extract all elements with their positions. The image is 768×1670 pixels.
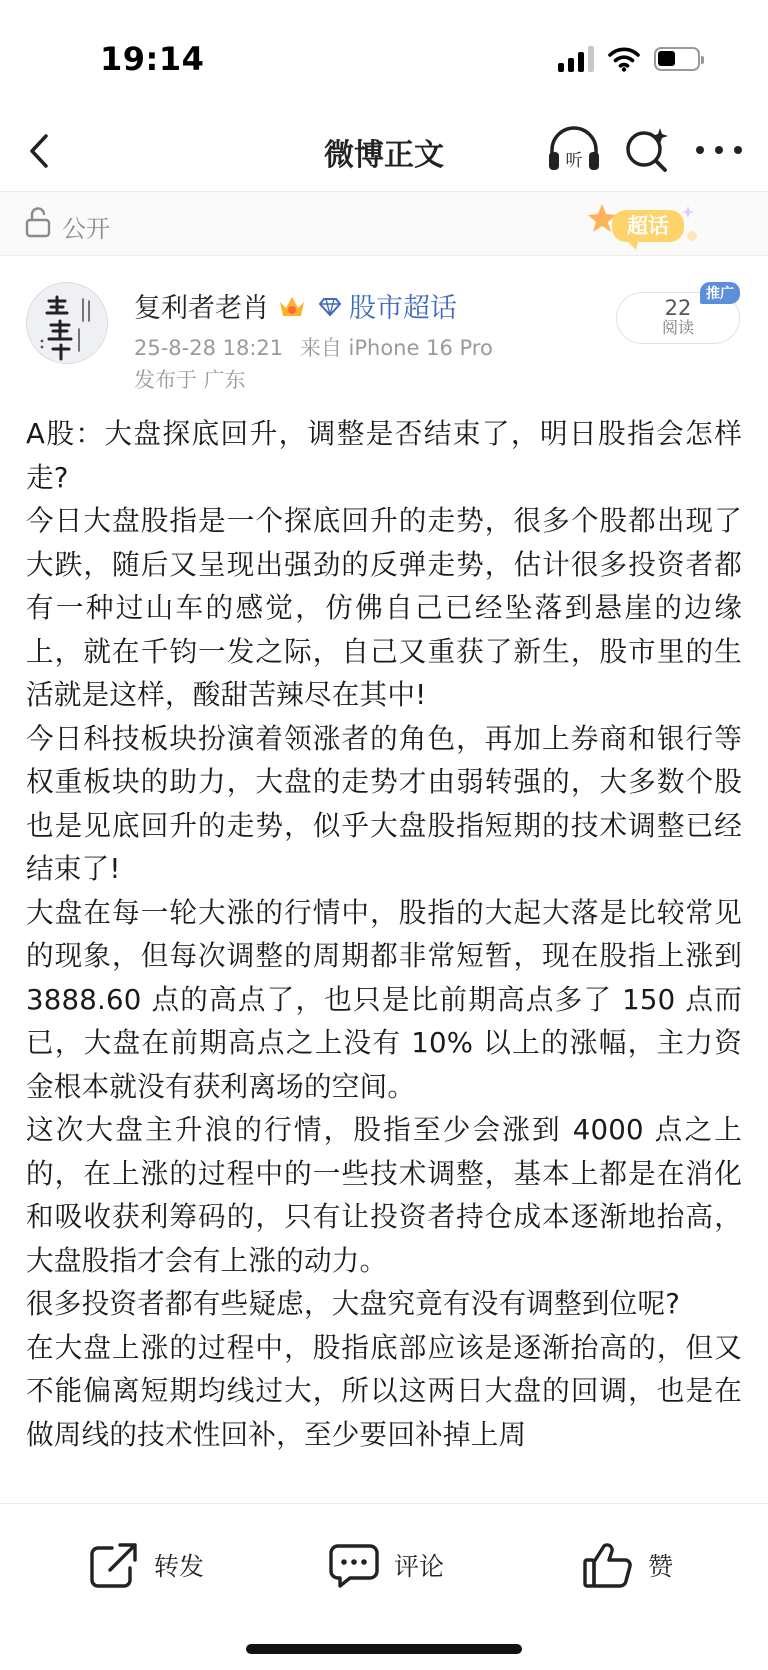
status-time: 19:14	[100, 40, 205, 78]
post-meta	[134, 332, 493, 362]
repost-button[interactable]	[88, 1540, 204, 1590]
post-paragraph: 在大盘上涨的过程中，股指底部应该是逐渐抬高的，但又不能偏离短期均线过大，所以这两日大盘的回调，也是在做周线的技术性回补，至少要回补掉上周	[26, 1330, 742, 1451]
nav-bar	[0, 110, 768, 192]
read-label: 阅读	[661, 318, 694, 337]
promo-tag: 推广	[700, 282, 740, 304]
wifi-icon	[608, 46, 640, 72]
post-paragraph: 这次大盘主升浪的行情，股指至少会涨到 4000 点之上的，在上涨的过程中的一些技术调整，基本上都是在消化和吸收获利筹码的，只有让投资者持仓成本逐渐地抬高，大盘股指才会有上涨的动力。	[26, 1113, 742, 1277]
repost-label: 转发	[154, 1552, 205, 1581]
avatar[interactable]	[26, 282, 108, 364]
status-icons	[558, 46, 700, 72]
listen-label: 听	[565, 151, 583, 171]
comment-button[interactable]	[328, 1540, 444, 1590]
post-paragraph: 今日大盘股指是一个探底回升的走势，很多个股都出现了大跌，随后又呈现出强劲的反弹走势，估计很多投资者都有一种过山车的感觉，仿佛自己已经坠落到悬崖的边缘上，就在千钧一发之际，自己又重获了新生，股市里的生活就是这样，酸甜苦辣尽在其中!	[26, 504, 742, 711]
status-bar	[0, 0, 768, 110]
visibility-label: 公开	[62, 215, 110, 243]
cellular-signal-icon	[558, 46, 594, 72]
calligraphy-avatar-image	[27, 283, 108, 364]
post-timestamp: 25-8-28 18:21	[134, 336, 284, 360]
like-label: 赞	[648, 1552, 674, 1581]
thumbs-up-icon	[582, 1540, 634, 1590]
search-sparkle-icon[interactable]	[620, 122, 674, 176]
post-paragraph: 大盘在每一轮大涨的行情中，股指的大起大落是比较常见的现象，但每次调整的周期都非常短暂，现在股指上涨到 3888.60 点的高点了，也只是比前期高点多了 150 点而已，大盘在前期高点之上没有 10% 以上的涨幅，主力资金根本就没有获利离场的空间。	[26, 895, 742, 1103]
post-body	[26, 412, 742, 1504]
more-dots-icon[interactable]	[692, 130, 746, 170]
post-paragraph: 今日科技板块扮演着领涨者的角色，再加上券商和银行等权重板块的助力，大盘的走势才由弱转强的，大多数个股也是见底回升的走势，似乎大盘股指短期的技术调整已经结束了!	[26, 721, 742, 885]
post-paragraph: A股：大盘探底回升，调整是否结束了，明日股指会怎样走?	[26, 417, 742, 494]
comment-icon	[328, 1540, 380, 1590]
supertopic-link[interactable]: 股市超话	[349, 293, 457, 324]
post-paragraph: 很多投资者都有些疑虑，大盘究竟有没有调整到位呢?	[26, 1287, 681, 1320]
visibility-row	[0, 192, 768, 256]
diamond-icon	[319, 295, 341, 317]
listen-headphones-icon[interactable]	[546, 124, 602, 174]
post-header	[0, 256, 768, 392]
battery-level	[658, 51, 675, 66]
author-name[interactable]: 复利者老肖	[134, 293, 269, 324]
crown-icon	[277, 292, 307, 320]
author-line	[134, 286, 457, 325]
unlock-icon	[24, 206, 52, 238]
page-title: 微博正文	[324, 138, 444, 173]
read-count: 22	[664, 296, 692, 320]
comment-label: 评论	[394, 1552, 445, 1581]
like-button[interactable]	[582, 1540, 673, 1590]
repost-icon	[88, 1540, 140, 1590]
battery-icon	[654, 47, 700, 71]
post-location: 发布于 广东	[134, 368, 246, 392]
supertopic-badge-label: 超话	[627, 214, 669, 238]
bottom-action-bar	[0, 1503, 768, 1670]
home-indicator[interactable]	[246, 1644, 522, 1654]
supertopic-badge[interactable]	[584, 200, 702, 252]
post-source: 来自 iPhone 16 Pro	[299, 336, 493, 360]
